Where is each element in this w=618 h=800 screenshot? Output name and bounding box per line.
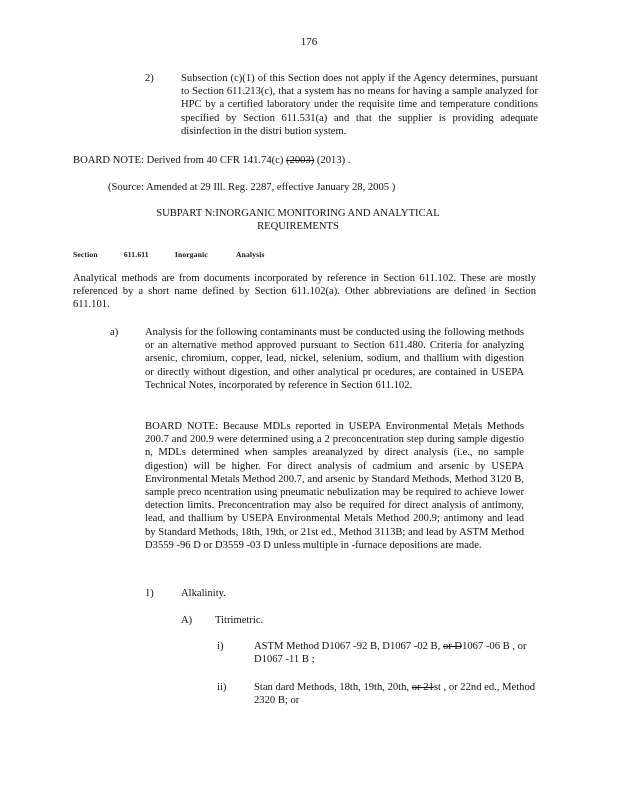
item-ii-text-before: Stan dard Methods, 18th, 19th, 20th, [254,682,412,693]
item-A-label: A) [181,615,193,626]
subpart-heading [140,207,456,233]
section-title-word2: Analysis [235,250,265,259]
paragraph-a-text: Analysis for the following contaminants must be conducted using the following methods or an alternative method approved pursuant to Section 611.480. Criteria for analyzing arsenic, chromium, copper, lead, nickel, selenium, sodium, and thallium with digestion or directly without digestion, and other analytical pr ocedures, are contained in USEPA Technical Notes, incorporated by reference in Section 611.102. [145,327,524,391]
list-item-text: Subsection (c)(1) of this Section does not apply if the Agency determines, pursuant to Section 611.213(c), that a system has no means for having a sample analyzed for HPC by a certified laboratory under the requisite time and temperature conditions specified by Section 611.531(a) and that the supplier is providing adequate disinfection in the distri bution system. [181,73,538,137]
board-note-suffix: (2013) . [314,155,351,166]
item-i-text-after: 1067 -06 B , or D1067 -11 B ; [254,641,527,666]
item-i-text-before: ASTM Method D1067 -92 B, D1067 -02 B, [254,641,443,652]
section-title-word1: Inorganic [174,250,208,259]
board-note [73,154,350,167]
struck-text: (2003) [286,155,315,166]
struck-text: or 21 [411,682,434,693]
struck-text: or D [442,641,463,652]
section-label: Section [73,250,98,259]
page-number: 176 [300,36,318,48]
item-i-label: i) [217,641,224,652]
item-ii-label: ii) [217,682,227,693]
item-1-label: 1) [145,588,154,599]
intro-paragraph: Analytical methods are from documents incorporated by reference in Section 611.102. These are mostly referenced by a short name defined by Section 611.102(a). Other abbreviations are defined in Section 611.101. [73,273,536,311]
board-note-mdl: BOARD NOTE: Because MDLs reported in USEPA Environmental Metals Methods 200.7 and 200.9 were determined using a 2 preconcentration step during sample digestio n, MDLs determined when samples areanalyzed by direct analysis (i.e., no sample digestion) will be higher. For direct analysis of cadmium and arsenic by USEPA Environmental Metals Method 200.7, and arsenic by Standard Methods, Method 3120 B, sample preco ncentration using pneumatic nebulization may be required to achieve lower detection limits. Preconcentration may also be required for direct analysis of antimony, lead, and thallium by USEPA Environmental Metals Method 200.9; antimony and lead by Standard Methods, 18th, 19th, or 21st ed., Method 3113B; and lead by ASTM Method D3559 -96 D or D3559 -03 D unless multiple in -furnace depositions are made. [145,421,524,551]
item-ii-text-after: st , or 22nd ed., Method 2320 B; or [254,682,536,707]
subpart-heading-line2: REQUIREMENTS [257,221,339,233]
board-note-prefix: BOARD NOTE: Derived from 40 CFR 141.74(c) [73,155,287,166]
item-A-text: Titrimetric. [215,615,264,626]
source-note: (Source: Amended at 29 Ill. Reg. 2287, effective January 28, 2005 ) [108,182,396,193]
section-heading [73,248,265,261]
list-item-number: 2) [145,73,154,84]
item-i-text [254,640,540,666]
item-ii-text [254,681,540,707]
section-number: 611.611 [123,250,149,259]
paragraph-a-label: a) [110,327,119,338]
subpart-heading-line1: SUBPART N:INORGANIC MONITORING AND ANALYTICAL [156,208,440,219]
item-1-text: Alkalinity. [181,588,226,599]
